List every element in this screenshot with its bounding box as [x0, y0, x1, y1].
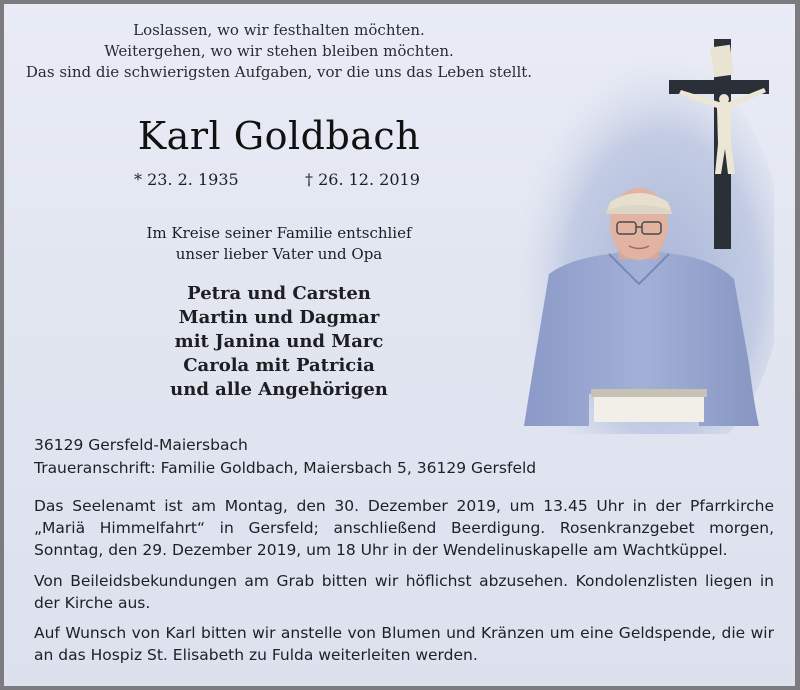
obituary-notice [4, 4, 795, 686]
portrait-photo [509, 34, 774, 434]
intro-line: unser lieber Vater und Opa [175, 245, 383, 263]
mourner-line: Carola mit Patricia [183, 355, 375, 376]
mourner-line: Martin und Dagmar [178, 307, 380, 328]
mourning-address: Traueranschrift: Familie Goldbach, Maiersbach 5, 36129 Gersfeld [34, 459, 537, 477]
poem-line: Weitergehen, wo wir stehen bleiben möchten. [104, 42, 454, 60]
mourner-line: und alle Angehörigen [170, 379, 388, 400]
address-town: 36129 Gersfeld-Maiersbach [34, 436, 248, 454]
death-date: † 26. 12. 2019 [305, 170, 420, 189]
intro-text [24, 223, 534, 265]
intro-line: Im Kreise seiner Familie entschlief [146, 224, 412, 242]
service-paragraph: Das Seelenamt ist am Montag, den 30. Dezember 2019, um 13.45 Uhr in der Pfarrkirche „Mariä Himmelfahrt“ in Gersfeld; anschließend Beerdigung. Rosenkranzgebet morgen, Sonntag, den 29. Dezember 2019, um 18 Uhr in der Wendelinuskapelle am Wachtküppel. [34, 497, 774, 559]
birth-date: * 23. 2. 1935 [134, 170, 239, 189]
donation-paragraph: Auf Wunsch von Karl bitten wir anstelle von Blumen und Kränzen um eine Geldspende, die wir an das Hospiz St. Elisabeth zu Fulda weiterleiten werden. [34, 624, 774, 664]
condolences-paragraph: Von Beileidsbekundungen am Grab bitten wir höflichst abzusehen. Kondolenzlisten liegen in der Kirche aus. [34, 572, 774, 612]
mourner-line: Petra und Carsten [187, 283, 371, 304]
mourner-line: mit Janina und Marc [174, 331, 384, 352]
deceased-name: Karl Goldbach [137, 114, 421, 158]
poem [24, 20, 534, 83]
poem-line: Loslassen, wo wir festhalten möchten. [133, 21, 425, 39]
poem-line: Das sind die schwierigsten Aufgaben, vor die uns das Leben stellt. [25, 63, 533, 81]
mourners-list [24, 282, 534, 402]
